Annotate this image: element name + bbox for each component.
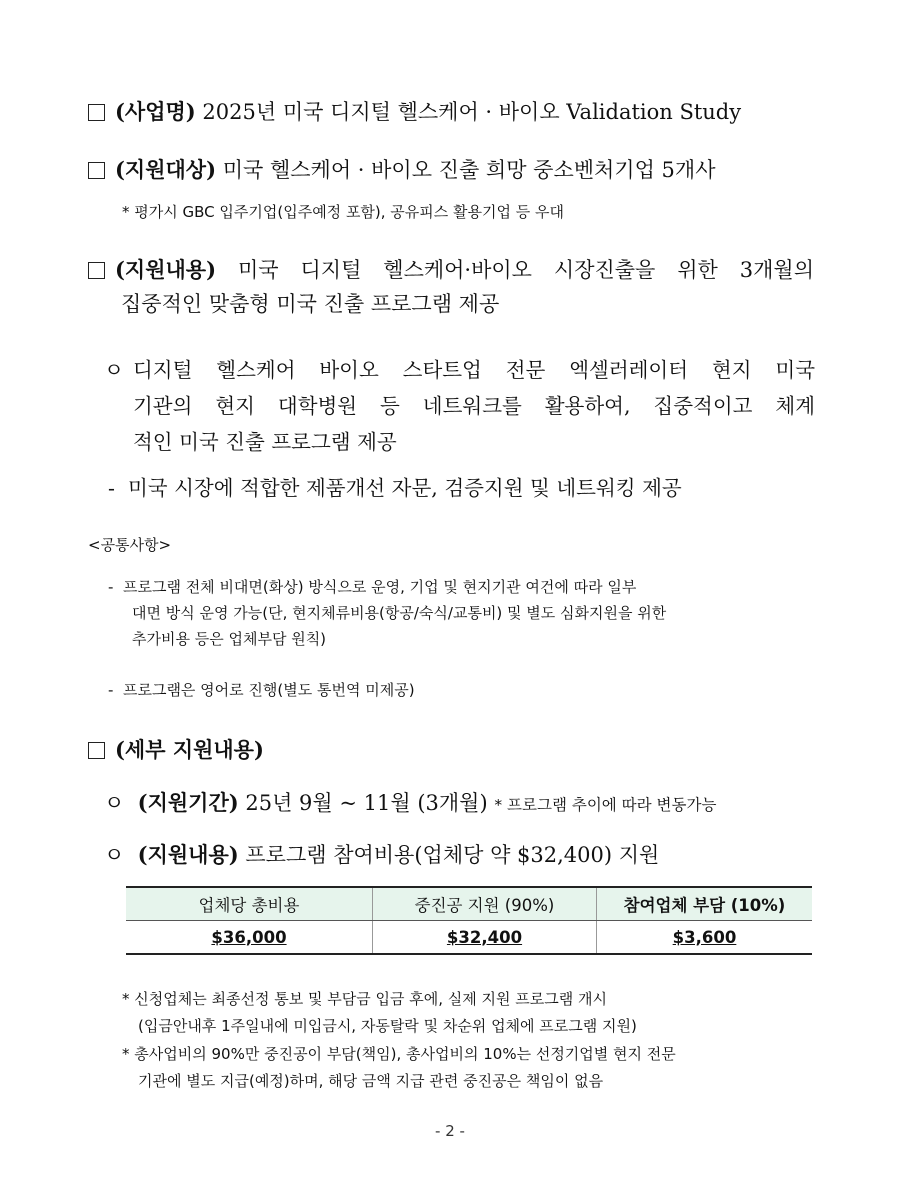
detail-title: (세부 지원내용) bbox=[115, 737, 264, 762]
dash-bullet: - bbox=[108, 578, 114, 596]
checkbox-square-icon bbox=[88, 104, 105, 121]
circle-bullet: ㅇ bbox=[104, 791, 125, 815]
circle-bullet: ㅇ bbox=[104, 843, 125, 867]
footnote-2-line-2: 기관에 별도 지급(예정)하며, 해당 금액 지급 관련 중진공은 책임이 없음 bbox=[138, 1072, 604, 1090]
fee-value-support: $32,400 bbox=[373, 921, 597, 955]
fee-header-support: 중진공 지원 (90%) bbox=[373, 887, 597, 921]
detail-period-text: 25년 9월 ~ 11월 (3개월) bbox=[245, 791, 488, 815]
content-label: (지원내용) bbox=[115, 257, 217, 282]
checkbox-square-icon bbox=[88, 742, 105, 759]
dash-bullet: - bbox=[108, 681, 114, 699]
footnote-2-line-1: * 총사업비의 90%만 중진공이 부담(책임), 총사업비의 10%는 선정기업별 현지 전문 bbox=[122, 1045, 676, 1063]
target-text: 미국 헬스케어 · 바이오 진출 희망 중소벤처기업 5개사 bbox=[222, 158, 716, 182]
detail-period-label: (지원기간) bbox=[137, 790, 239, 815]
target-label: (지원대상) bbox=[115, 157, 217, 182]
content-line-1 bbox=[88, 253, 814, 287]
target-note: * 평가시 GBC 입주기업(입주예정 포함), 공유피스 활용기업 등 우대 bbox=[122, 203, 565, 221]
fee-table-value-row bbox=[126, 921, 812, 955]
fee-header-burden: 참여업체 부담 (10%) bbox=[597, 887, 813, 921]
footnote-1-line-1: * 신청업체는 최종선정 통보 및 부담금 입금 후에, 실제 지원 프로그램 개시 bbox=[122, 990, 607, 1008]
fee-table bbox=[126, 886, 812, 955]
detail-title-row bbox=[88, 735, 264, 765]
content-block bbox=[88, 253, 814, 321]
footnote-1 bbox=[122, 986, 637, 1040]
fee-table-header-row bbox=[126, 887, 812, 921]
dash-item bbox=[108, 470, 682, 506]
circle-item-line-2: 기관의 현지 대학병원 등 네트워크를 활용하여, 집중적이고 체계 bbox=[133, 394, 815, 418]
checkbox-square-icon bbox=[88, 262, 105, 279]
circle-item-line-1: 디지털 헬스케어 바이오 스타트업 전문 엑셀러레이터 현지 미국 bbox=[133, 358, 815, 382]
dash-item-text: 미국 시장에 적합한 제품개선 자문, 검증지원 및 네트워킹 제공 bbox=[127, 476, 682, 500]
page-number: - 2 - bbox=[435, 1122, 465, 1140]
business-name-row bbox=[88, 97, 741, 127]
common-item-1-line-3: 추가비용 등은 업체부담 원칙) bbox=[132, 630, 327, 648]
detail-content-row bbox=[104, 840, 659, 870]
fee-value-total: $36,000 bbox=[126, 921, 373, 955]
footnote-1-line-2: (입금안내후 1주일내에 미입금시, 자동탈락 및 차순위 업체에 프로그램 지원) bbox=[138, 1017, 637, 1035]
dash-bullet: - bbox=[108, 476, 115, 500]
circle-item-line-3: 적인 미국 진출 프로그램 제공 bbox=[133, 430, 397, 454]
common-item-1-line-2: 대면 방식 운영 가능(단, 현지체류비용(항공/숙식/교통비) 및 별도 심화지원을 위한 bbox=[132, 604, 667, 622]
common-item-1 bbox=[108, 574, 666, 652]
common-title: <공통사항> bbox=[88, 536, 172, 554]
detail-period-note: * 프로그램 추이에 따라 변동가능 bbox=[494, 796, 717, 814]
circle-item bbox=[133, 352, 815, 460]
content-line-2: 집중적인 맞춤형 미국 진출 프로그램 제공 bbox=[121, 292, 500, 316]
target-row bbox=[88, 155, 716, 185]
business-name-label: (사업명) bbox=[115, 99, 196, 124]
common-item-2-text: 프로그램은 영어로 진행(별도 통번역 미제공) bbox=[122, 681, 415, 699]
footnote-2 bbox=[122, 1041, 676, 1095]
detail-content-text: 프로그램 참여비용(업체당 약 $32,400) 지원 bbox=[245, 843, 660, 867]
checkbox-square-icon bbox=[88, 162, 105, 179]
common-item-1-line-1: 프로그램 전체 비대면(화상) 방식으로 운영, 기업 및 현지기관 여건에 따라 일부 bbox=[122, 578, 637, 596]
business-name-text: 2025년 미국 디지털 헬스케어 · 바이오 Validation Study bbox=[202, 100, 742, 124]
fee-header-total: 업체당 총비용 bbox=[126, 887, 373, 921]
content-line-1-text: 미국 디지털 헬스케어·바이오 시장진출을 위한 3개월의 bbox=[237, 258, 815, 282]
common-item-2 bbox=[108, 677, 415, 703]
circle-bullet: ㅇ bbox=[104, 358, 124, 382]
detail-content-label: (지원내용) bbox=[137, 842, 239, 867]
fee-value-burden: $3,600 bbox=[597, 921, 813, 955]
detail-period-row bbox=[104, 788, 716, 820]
